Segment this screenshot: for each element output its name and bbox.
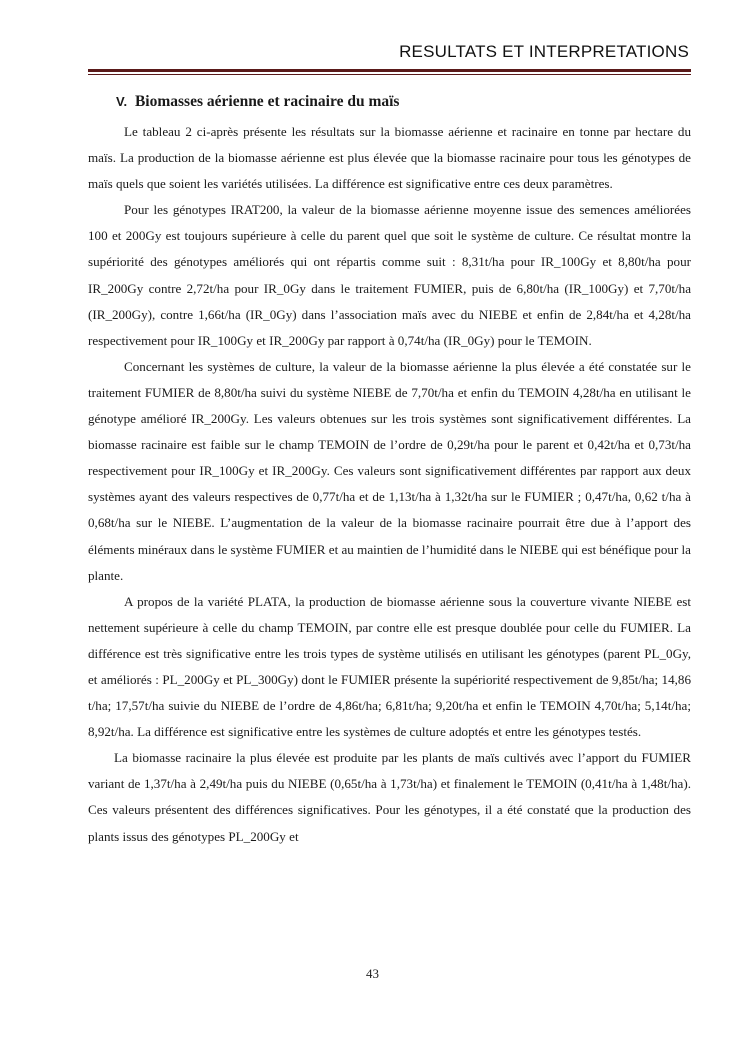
section-heading (116, 91, 691, 113)
paragraph-irat200: Pour les génotypes IRAT200, la valeur de la biomasse aérienne moyenne issue des semences améliorées 100 et 200Gy est toujours supérieure à celle du parent quel que soit le système de culture. Ce résultat montre la supériorité des génotypes améliorés qui ont répartis comme suit : 8,31t/ha pour IR_100Gy et 8,80t/ha pour IR_200Gy contre 2,72t/ha pour IR_0Gy dans le traitement FUMIER, puis de 6,80t/ha (IR_100Gy) et 7,70t/ha (IR_200Gy), contre 1,66t/ha (IR_0Gy) dans l’association maïs avec du NIEBE et enfin de 2,84t/ha et 4,28t/ha respectivement pour IR_100Gy et IR_200Gy par rapport à 0,74t/ha (IR_0Gy) pour le TEMOIN. (88, 202, 691, 348)
paragraph-culture-systems: Concernant les systèmes de culture, la valeur de la biomasse aérienne la plus élevée a été constatée sur le traitement FUMIER de 8,80t/ha suivi du système NIEBE de 7,70t/ha et enfin du TEMOIN 4,28t/ha en utilisant le génotype amélioré IR_200Gy. Les valeurs obtenues sur les trois systèmes sont significativement différentes. La biomasse racinaire est faible sur le champ TEMOIN de l’ordre de 0,29t/ha pour le parent et 0,42t/ha et 0,73t/ha respectivement pour IR_100Gy et IR_200Gy. Ces valeurs sont significativement différentes par rapport aux deux systèmes ayant des valeurs respectives de 0,77t/ha et de 1,13t/ha à 1,32t/ha sur le FUMIER ; 0,47t/ha, 0,62 t/ha à 0,68t/ha sur le NIEBE. L’augmentation de la valeur de la biomasse racinaire pourrait être due à l’apport des éléments minéraux dans le système FUMIER et au maintien de l’humidité dans le NIEBE qui est bénéfique pour la plante. (88, 358, 691, 583)
header-rule-thin (88, 74, 691, 75)
paragraph-intro: Le tableau 2 ci-après présente les résultats sur la biomasse aérienne et racinaire en tonne par hectare du maïs. La production de la biomasse aérienne est plus élevée que la biomasse racinaire pour tous les génotypes de maïs quels que soient les variétés utilisées. La différence est significative entre ces deux paramètres. (88, 124, 691, 192)
page-number: 43 (366, 966, 379, 981)
section-title-text: Biomasses aérienne et racinaire du maïs (134, 93, 400, 110)
paragraph-root-biomass: La biomasse racinaire la plus élevée est produite par les plants de maïs cultivés avec l’apport du FUMIER variant de 1,37t/ha à 2,49t/ha puis du NIEBE (0,65t/ha à 1,73t/ha) et finalement le TEMOIN (0,41t/ha à 1,48t/ha). Ces valeurs présentent des différences significatives. Pour les génotypes, il a été constaté que la production des plants issus des génotypes PL_200Gy et (88, 750, 691, 844)
section-number: V. (116, 94, 128, 109)
running-header-title: RESULTATS ET INTERPRETATIONS (399, 42, 689, 61)
paragraph-plata: A propos de la variété PLATA, la production de biomasse aérienne sous la couverture vivante NIEBE est nettement supérieure à celle du champ TEMOIN, par contre elle est presque doublée pour celle du FUMIER. La différence est très significative entre les trois types de système utilisés en utilisant les génotypes (parent PL_0Gy, et améliorés : PL_200Gy et PL_300Gy) dont le FUMIER présente la supériorité respectivement de 9,85t/ha; 14,86 t/ha; 17,57t/ha suivie du NIEBE de l’ordre de 4,86t/ha; 6,81t/ha; 9,20t/ha et enfin le TEMOIN 4,70t/ha; 5,14t/ha; 8,92t/ha. La différence est significative entre les systèmes de culture adoptés et entre les génotypes testés. (88, 593, 691, 740)
main-content (88, 91, 691, 850)
header-rule-thick (88, 69, 691, 72)
